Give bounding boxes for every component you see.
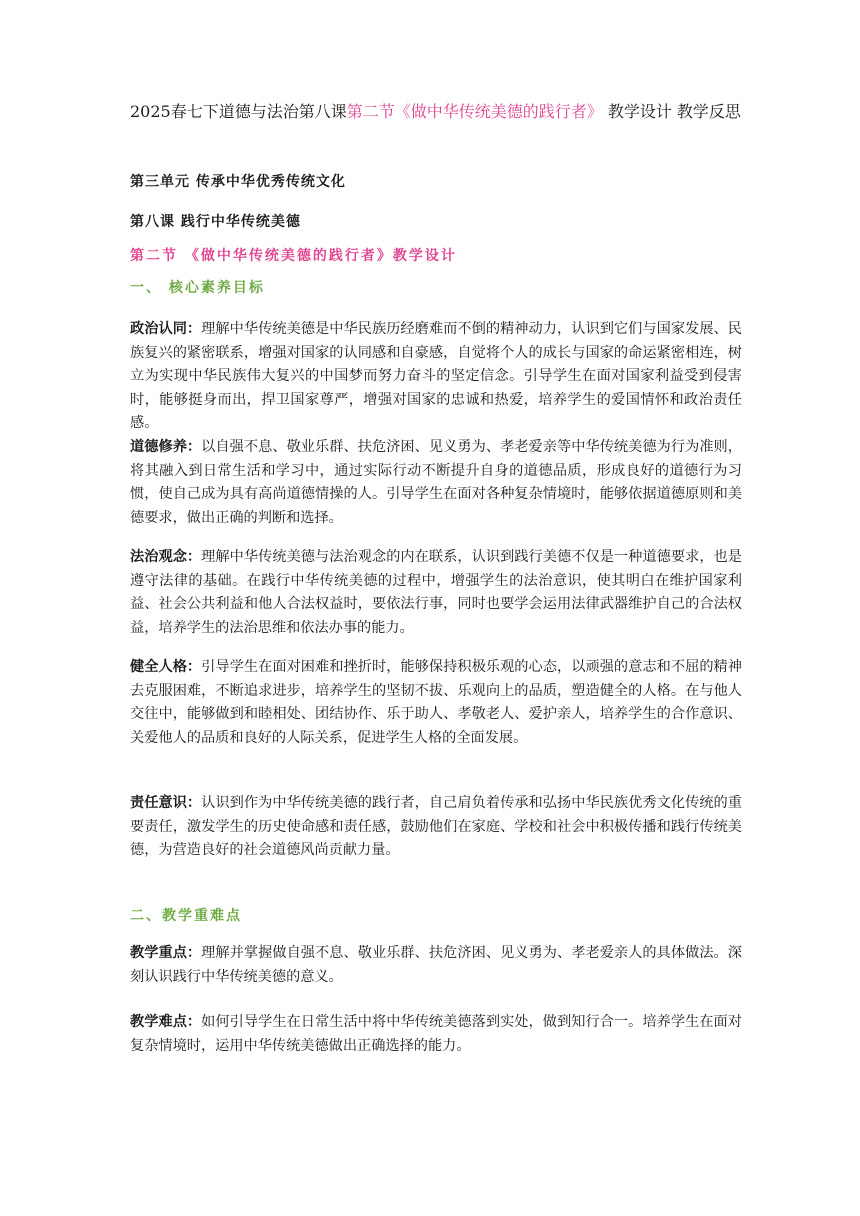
goal-paragraph [130, 656, 742, 750]
goal-label: 健全人格： [130, 659, 202, 675]
goal-text: 以自强不息、敬业乐群、扶危济困、见义勇为、孝老爱亲等中华传统美德为行为准则，将其融入到日常生活和学习中，通过实际行动不断提升自身的道德品质，形成良好的道德行为习惯，使自己成为具有高尚道德情操的人。引导学生在面对各种复杂情境时，能够依据道德原则和美德要求，做出正确的判断和选择。 [130, 439, 742, 526]
key-point-label: 教学重点： [130, 945, 202, 961]
goal-paragraph [130, 792, 742, 863]
key-point-text: 理解并掌握做自强不息、敬业乐群、扶危济困、见义勇为、孝老爱亲人的具体做法。深刻认识践行中华传统美德的意义。 [130, 945, 742, 985]
key-point-label: 教学难点： [130, 1014, 202, 1030]
key-point-paragraph [130, 1011, 742, 1058]
goal-paragraph [130, 436, 742, 530]
goal-label: 政治认同： [130, 321, 202, 337]
key-point-text: 如何引导学生在日常生活中将中华传统美德落到实处，做到知行合一。培养学生在面对复杂情境时，运用中华传统美德做出正确选择的能力。 [130, 1014, 742, 1054]
unit-title: 第三单元 传承中华优秀传统文化 [130, 174, 346, 190]
goal-label: 道德修养： [130, 439, 202, 455]
title-part-1: 2025春七下道德与法治第八课 [130, 102, 347, 121]
goal-text: 理解中华传统美德与法治观念的内在联系，认识到践行美德不仅是一种道德要求，也是遵守法律的基础。在践行中华传统美德的过程中，增强学生的法治意识，使其明白在维护国家利益、社会公共利益和他人合法权益时，要依法行事，同时也要学会运用法律武器维护自己的合法权益，培养学生的法治思维和依法办事的能力。 [130, 549, 742, 636]
section-title: 第二节 《做中华传统美德的践行者》教学设计 [130, 248, 457, 264]
key-point-paragraph [130, 942, 742, 989]
goal-text: 理解中华传统美德是中华民族历经磨难而不倒的精神动力，认识到它们与国家发展、民族复兴的紧密联系，增强对国家的认同感和自豪感，自觉将个人的成长与国家的命运紧密相连，树立为实现中华民族伟大复兴的中国梦而努力奋斗的坚定信念。引导学生在面对国家利益受到侵害时，能够挺身而出，捍卫国家尊严，增强对国家的忠诚和热爱，培养学生的爱国情怀和政治责任感。 [130, 321, 742, 431]
heading-core-goals: 一、 核心素养目标 [130, 280, 265, 296]
goal-label: 法治观念： [130, 549, 202, 565]
goal-paragraph [130, 546, 742, 640]
lesson-title: 第八课 践行中华传统美德 [130, 214, 301, 230]
goal-text: 认识到作为中华传统美德的践行者，自己肩负着传承和弘扬中华民族优秀文化传统的重要责任，激发学生的历史使命感和责任感，鼓励他们在家庭、学校和社会中积极传播和践行传统美德，为营造良好的社会道德风尚贡献力量。 [130, 795, 742, 858]
goal-paragraph [130, 318, 742, 436]
goal-text: 引导学生在面对困难和挫折时，能够保持积极乐观的心态，以顽强的意志和不屈的精神去克服困难，不断追求进步，培养学生的坚韧不拔、乐观向上的品质，塑造健全的人格。在与他人交往中，能够做到和睦相处、团结协作、乐于助人、孝敬老人、爱护亲人，培养学生的合作意识、关爱他人的品质和良好的人际关系，促进学生人格的全面发展。 [130, 659, 742, 746]
title-part-3: 教学设计 教学反思 [607, 102, 741, 121]
document-title [130, 99, 742, 125]
heading-key-difficult: 二、教学重难点 [130, 908, 242, 924]
title-part-2: 第二节《做中华传统美德的践行者》 [346, 102, 603, 121]
goal-label: 责任意识： [130, 795, 202, 811]
